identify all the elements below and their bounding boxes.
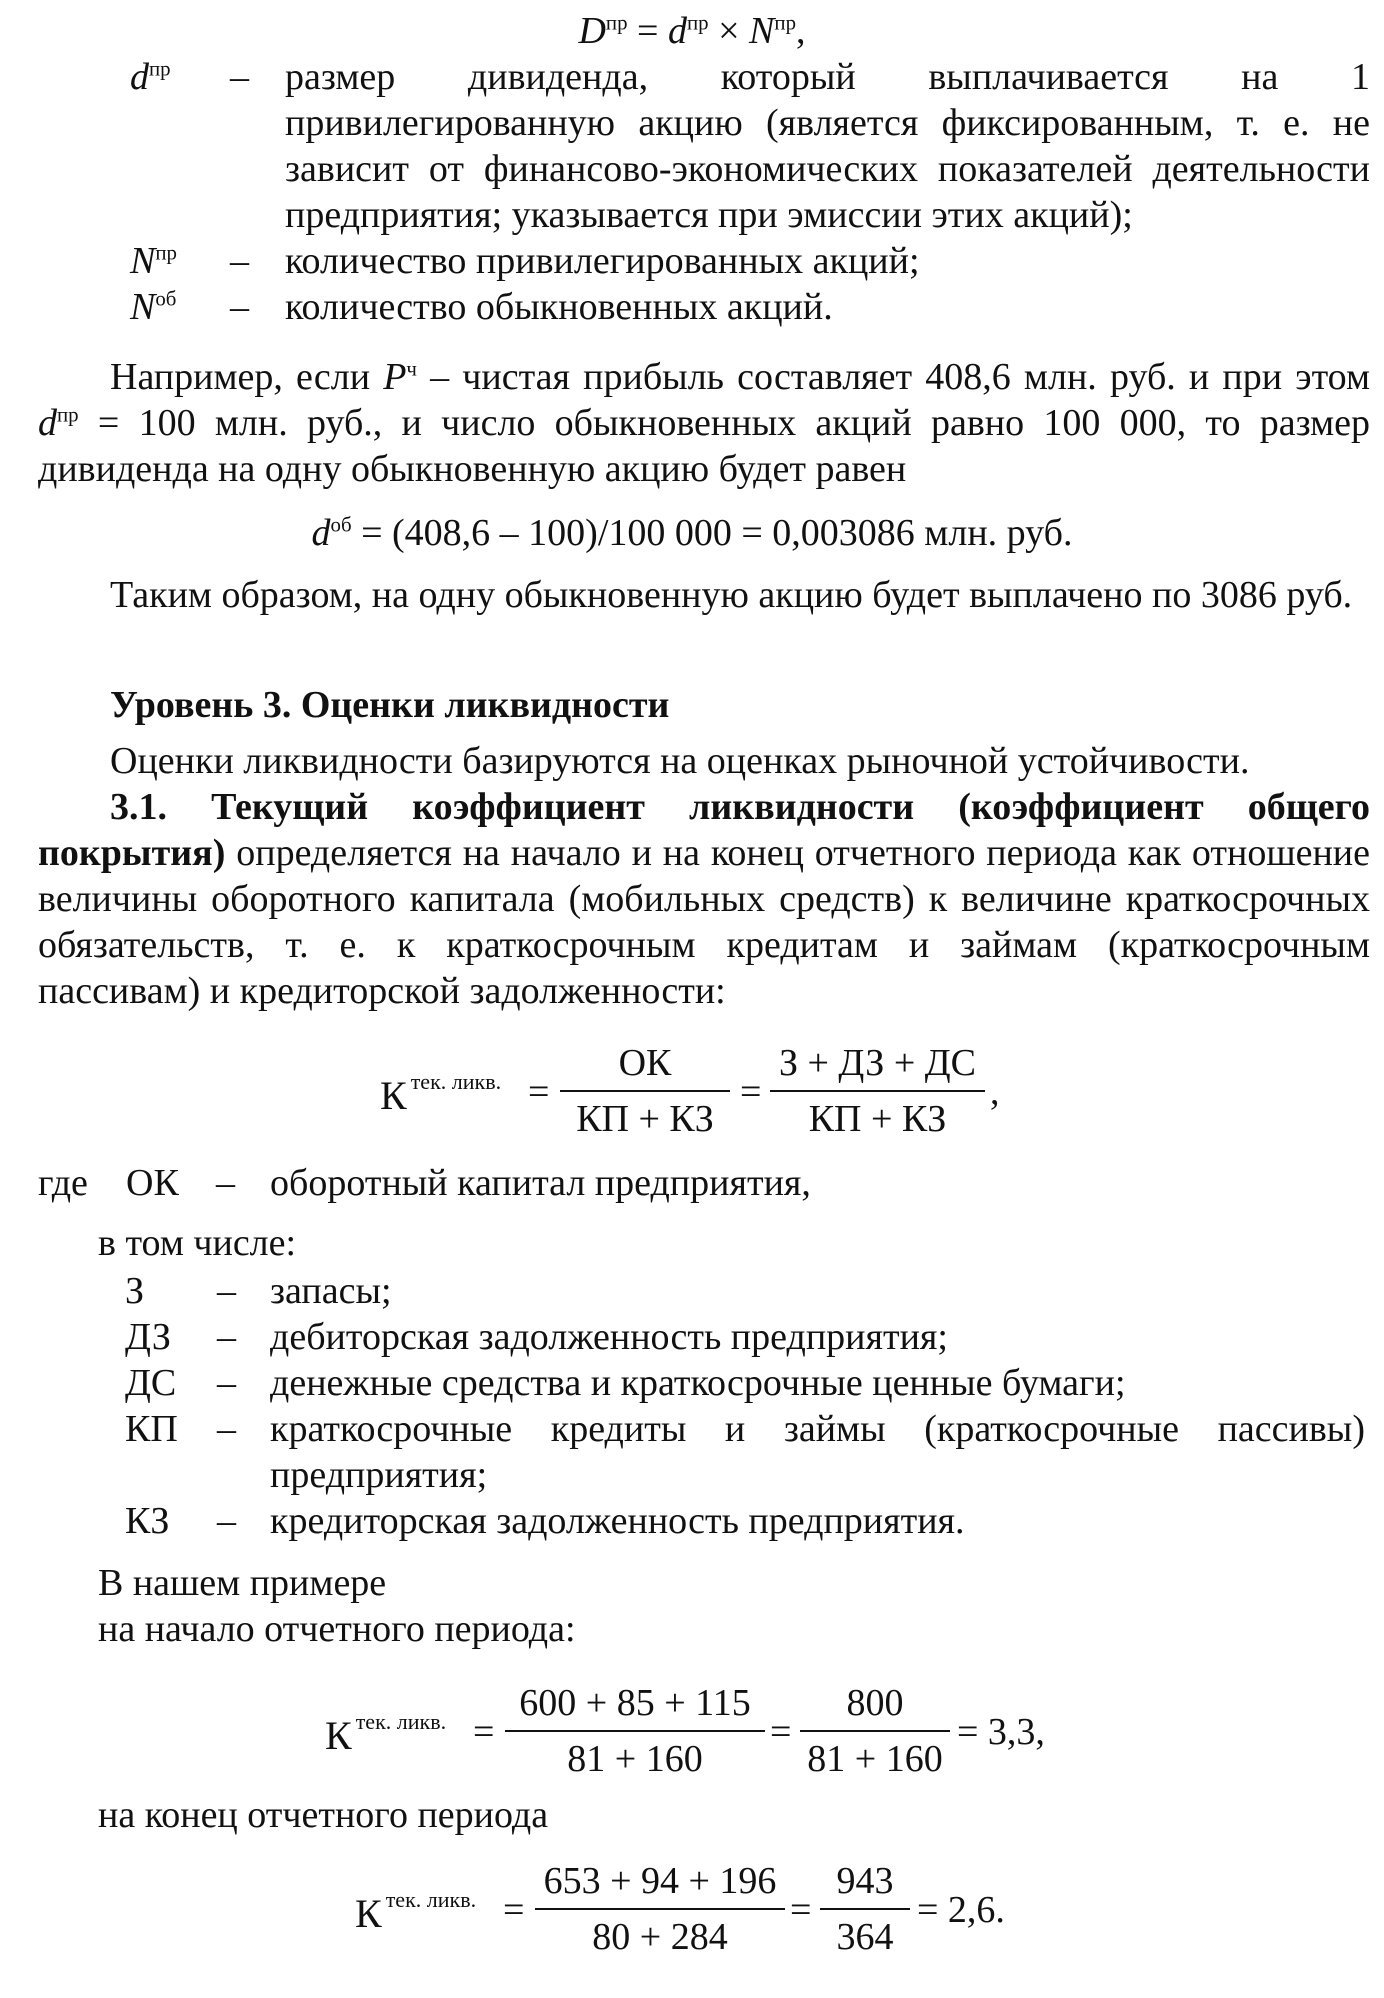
formula-body: = (408,6 – 100)/100 000 = 0,003086 млн. руб. bbox=[351, 512, 1073, 554]
formula-symbol: d bbox=[667, 10, 687, 52]
symbol-superscript: пр bbox=[149, 56, 171, 81]
formula-operator: × bbox=[718, 10, 740, 52]
definition-dash: – bbox=[230, 286, 249, 328]
definition-dash: – bbox=[217, 1316, 236, 1358]
fraction-bar bbox=[800, 1730, 950, 1732]
denominator: 81 + 160 bbox=[807, 1738, 943, 1780]
formula-punct: , bbox=[796, 10, 806, 52]
definition-symbol bbox=[130, 54, 171, 100]
definition-text: дебиторская задолженность предприятия; bbox=[270, 1316, 948, 1358]
formula-k bbox=[380, 1069, 502, 1119]
definition-dash: – bbox=[217, 1408, 236, 1450]
denominator: 364 bbox=[836, 1916, 894, 1958]
formula-symbol: D bbox=[578, 10, 606, 52]
symbol-superscript: пр bbox=[57, 402, 79, 427]
formula-ratio-end bbox=[355, 1858, 1075, 1968]
definition-symbol: ДС bbox=[125, 1362, 177, 1404]
definition-row bbox=[125, 1314, 1365, 1360]
formula-result: = 2,6. bbox=[917, 1889, 1005, 1931]
definition-dash: – bbox=[217, 1270, 236, 1312]
text-run: – чистая прибыль составляет 408,6 млн. руб. и при этом bbox=[416, 356, 1371, 398]
denominator: КП + КЗ bbox=[808, 1098, 947, 1140]
conclusion-paragraph: Таким образом, на одну обыкновенную акцию будет выплачено по 3086 руб. bbox=[110, 574, 1353, 616]
formula-symbol: N bbox=[749, 10, 775, 52]
definition-text: краткосрочные кредиты и займы (краткосрочные пассивы) предприятия; bbox=[270, 1408, 1365, 1496]
definition-symbol: З bbox=[125, 1270, 145, 1312]
fraction-1 bbox=[505, 1680, 765, 1782]
symbol-letter: d bbox=[38, 402, 57, 444]
definition-symbol: КЗ bbox=[125, 1500, 170, 1542]
numerator: 600 + 85 + 115 bbox=[519, 1682, 751, 1724]
numerator: З + ДЗ + ДС bbox=[778, 1042, 977, 1084]
fraction-bar bbox=[560, 1090, 730, 1092]
liquidity-paragraph: Оценки ликвидности базируются на оценках рыночной устойчивости. bbox=[110, 740, 1250, 782]
denominator: 80 + 284 bbox=[592, 1916, 728, 1958]
definition-text: запасы; bbox=[270, 1270, 392, 1312]
k-letter: К bbox=[355, 1891, 382, 1936]
formula-punct: , bbox=[990, 1071, 1000, 1113]
formula-dividend-preferred bbox=[0, 8, 1384, 54]
definition-row bbox=[130, 54, 1370, 250]
denominator: 81 + 160 bbox=[567, 1738, 703, 1780]
formula-superscript: пр bbox=[605, 10, 628, 35]
definition-row bbox=[130, 238, 1370, 284]
definition-symbol: КП bbox=[125, 1408, 178, 1450]
numerator: 653 + 94 + 196 bbox=[543, 1860, 777, 1902]
symbol-superscript: пр bbox=[155, 240, 177, 265]
definition-dash: – bbox=[216, 1162, 235, 1204]
numerator: 800 bbox=[846, 1682, 904, 1724]
formula-superscript: пр bbox=[774, 10, 797, 35]
formula-k bbox=[355, 1887, 477, 1937]
symbol-letter: d bbox=[130, 56, 149, 98]
definition-text: количество обыкновенных акций. bbox=[285, 286, 833, 328]
fraction-2 bbox=[770, 1040, 985, 1142]
fraction-bar bbox=[820, 1908, 910, 1910]
definition-text: денежные средства и краткосрочные ценные бумаги; bbox=[270, 1362, 1126, 1404]
definition-text: количество привилегированных акций; bbox=[285, 240, 920, 282]
current-ratio-paragraph bbox=[38, 784, 1370, 1014]
period-start-label: на начало отчетного периода: bbox=[98, 1608, 576, 1650]
fraction-2 bbox=[800, 1680, 950, 1782]
definition-symbol: ДЗ bbox=[125, 1316, 171, 1358]
definition-text: размер дивиденда, который выплачивается на 1 привилегированную акцию (является фиксированным, т. е. не зависит от финансово-экономических показателей деятельности предприятия; указывается при эмиссии этих акций); bbox=[285, 56, 1370, 236]
section-heading: Уровень 3. Оценки ликвидности bbox=[110, 684, 670, 726]
formula-superscript: пр bbox=[686, 10, 709, 35]
definition-dash: – bbox=[230, 56, 249, 98]
fraction-1 bbox=[535, 1858, 785, 1960]
fraction-bar bbox=[535, 1908, 785, 1910]
where-label: где bbox=[38, 1162, 88, 1204]
formula-equals: = bbox=[770, 1711, 792, 1753]
k-letter: К bbox=[380, 1073, 407, 1118]
symbol-superscript: об bbox=[155, 286, 177, 311]
definition-text: оборотный капитал предприятия, bbox=[270, 1162, 811, 1204]
definition-dash: – bbox=[217, 1362, 236, 1404]
definition-row bbox=[125, 1268, 1365, 1314]
formula-equals: = bbox=[790, 1889, 812, 1931]
definition-row bbox=[125, 1498, 1365, 1544]
fraction-bar bbox=[505, 1730, 765, 1732]
formula-superscript: об bbox=[330, 512, 352, 537]
example-paragraph bbox=[38, 354, 1370, 492]
k-superscript: тек. ликв. bbox=[410, 1069, 502, 1094]
formula-equals: = bbox=[740, 1071, 762, 1113]
k-letter: К bbox=[325, 1713, 352, 1758]
definition-row bbox=[125, 1406, 1365, 1498]
denominator: КП + КЗ bbox=[576, 1098, 714, 1140]
formula-operator: = bbox=[637, 10, 659, 52]
formula-k bbox=[325, 1709, 447, 1759]
fraction-1 bbox=[560, 1040, 730, 1142]
symbol-superscript: ч bbox=[406, 356, 417, 381]
fraction-2 bbox=[820, 1858, 910, 1960]
definition-row bbox=[130, 284, 1370, 330]
k-superscript: тек. ликв. bbox=[355, 1709, 447, 1734]
where-row bbox=[38, 1160, 1338, 1206]
example-intro: В нашем примере bbox=[98, 1562, 387, 1604]
formula-result: = 3,3, bbox=[957, 1711, 1045, 1753]
symbol-letter: P bbox=[383, 356, 407, 398]
definition-symbol bbox=[130, 284, 176, 330]
text-run: Например, если bbox=[110, 356, 384, 398]
k-superscript: тек. ликв. bbox=[385, 1887, 477, 1912]
formula-current-ratio bbox=[380, 1040, 1020, 1150]
fraction-bar bbox=[770, 1090, 985, 1092]
ratio-description: определяется на начало и на конец отчетного периода как отношение величины оборотного капитала (мобильных средств) к величине краткосрочных обязательств, т. е. к краткосрочным кредитам и займам (краткосрочным пассивам) и кредиторской задолженности: bbox=[38, 832, 1370, 1012]
symbol-letter: N bbox=[130, 240, 156, 282]
formula-equals: = bbox=[503, 1889, 525, 1931]
definition-symbol bbox=[130, 238, 177, 284]
definition-text: кредиторская задолженность предприятия. bbox=[270, 1500, 965, 1542]
numerator: 943 bbox=[836, 1860, 894, 1902]
formula-equals: = bbox=[528, 1071, 550, 1113]
ratio-title: 3.1. Текущий коэффициент ликвидности (коэффициент общего покрытия) bbox=[38, 786, 1370, 874]
formula-equals: = bbox=[473, 1711, 495, 1753]
formula-symbol: d bbox=[311, 512, 331, 554]
numerator: ОК bbox=[618, 1042, 672, 1084]
definition-dash: – bbox=[217, 1500, 236, 1542]
period-end-label: на конец отчетного периода bbox=[98, 1794, 549, 1836]
text-run: = 100 млн. руб., и число обыкновенных акций равно 100 000, то размер дивиденда на одну обыкновенную акцию будет равен bbox=[38, 402, 1370, 490]
symbol-letter: N bbox=[130, 286, 156, 328]
definition-dash: – bbox=[230, 240, 249, 282]
definition-row bbox=[125, 1360, 1365, 1406]
including-label: в том числе: bbox=[98, 1222, 297, 1264]
formula-ratio-start bbox=[325, 1680, 1085, 1790]
formula-dividend-ordinary bbox=[0, 510, 1384, 556]
definition-symbol: ОК bbox=[126, 1162, 179, 1204]
